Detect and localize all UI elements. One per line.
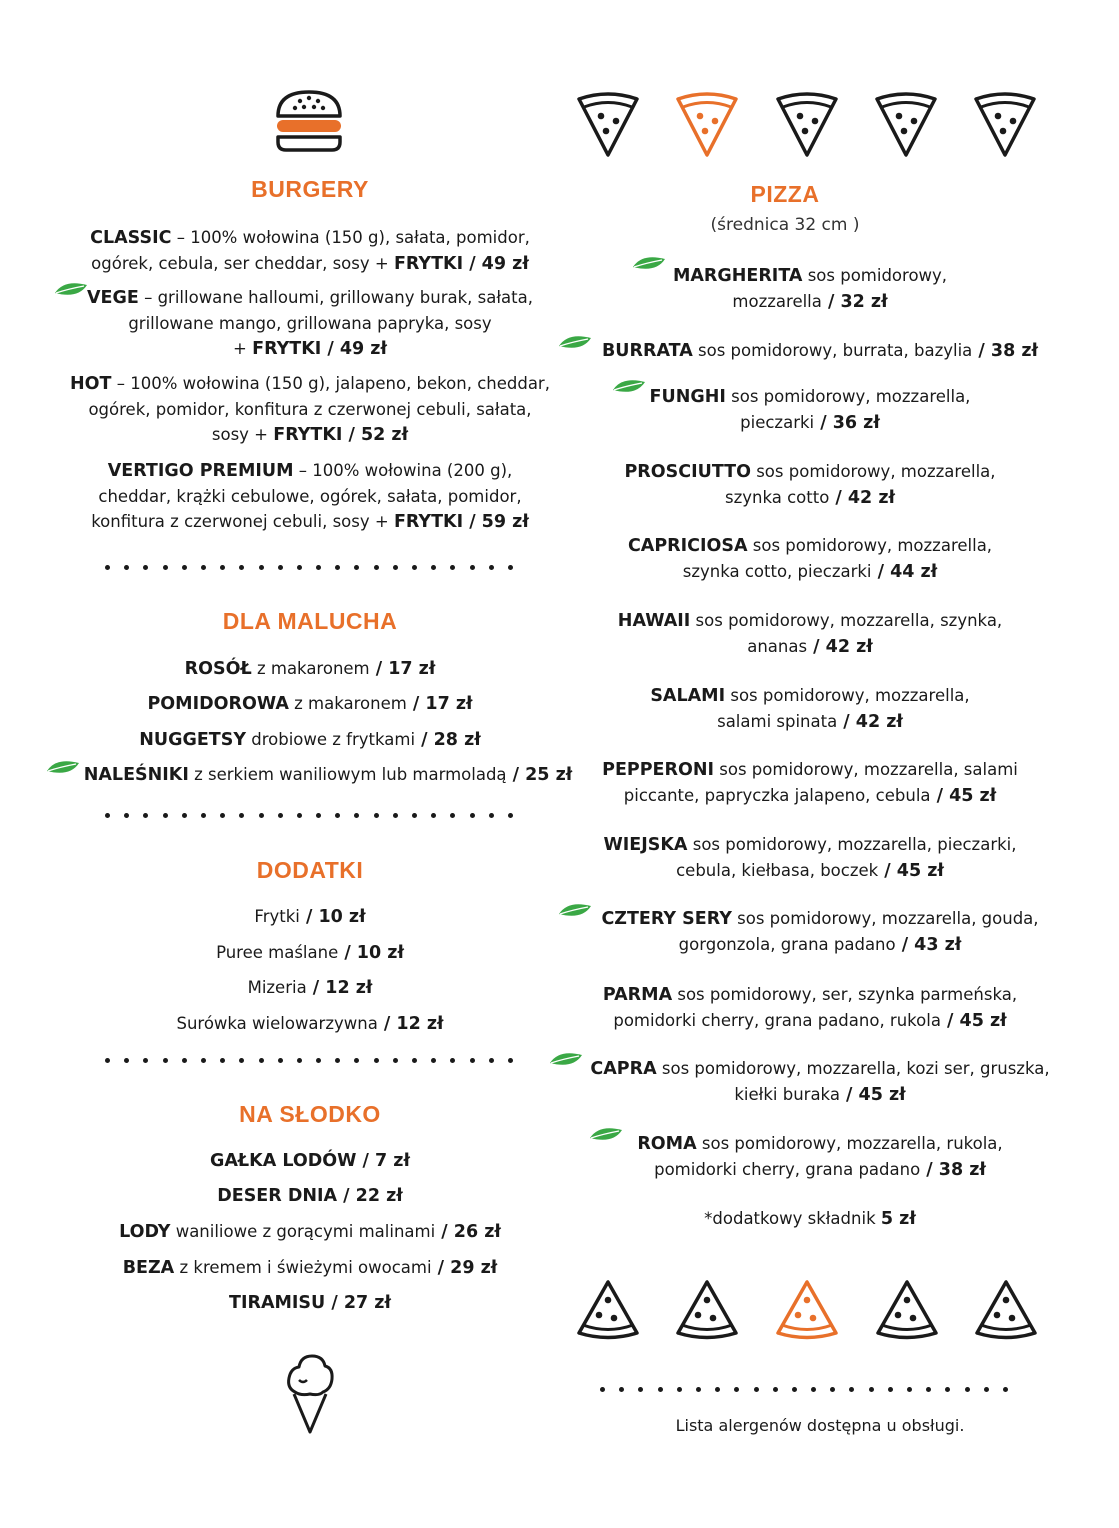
pizza-item-roma (575, 1131, 1065, 1183)
burgery-heading: BURGERY (251, 176, 369, 202)
pizza-wedge-icon (874, 1278, 940, 1344)
item-desc: z kremem i świeżymi owocami (174, 1258, 432, 1277)
note-price: 5 zł (880, 1209, 916, 1229)
pizza-item-salami (555, 683, 1065, 735)
item-desc: – 100% wołowina (200 g), (293, 461, 513, 480)
item-desc: ogórek, cebula, ser cheddar, sosy + (91, 254, 394, 273)
menu-item-lody (40, 1219, 580, 1245)
item-name: FUNGHI (649, 387, 726, 407)
item-name: VERTIGO PREMIUM (107, 461, 294, 481)
item-price: / 10 zł (299, 907, 366, 927)
item-name: LODY (119, 1222, 171, 1242)
item-desc: pomidorki cherry, grana padano, rukola (613, 1011, 941, 1030)
pizza-wedge-icon (973, 1278, 1039, 1344)
item-price: / 10 zł (338, 943, 404, 963)
item-price: / 45 zł (878, 861, 944, 881)
menu-item-rosol (40, 656, 580, 682)
item-name: CAPRICIOSA (627, 536, 748, 556)
item-name: BURRATA (601, 341, 693, 361)
item-price: / 43 zł (895, 935, 962, 955)
item-desc: gorgonzola, grana padano (678, 935, 896, 954)
item-name: WIEJSKA (603, 835, 688, 855)
item-extra: FRYTKI (393, 512, 464, 532)
item-desc: sos pomidorowy, mozzarella, (725, 686, 970, 705)
pizza-subtitle: (średnica 32 cm ) (710, 215, 860, 235)
item-desc: piccante, papryczka jalapeno, cebula (623, 786, 931, 805)
dotted-divider (105, 1058, 513, 1063)
pizza-item-wiejska (555, 832, 1065, 884)
menu-item-tiramisu (40, 1290, 580, 1316)
na-slodko-heading: NA SŁODKO (239, 1101, 381, 1127)
menu-item-classic (40, 225, 580, 277)
item-price: / 42 zł (837, 712, 903, 732)
item-name: HAWAII (617, 611, 691, 631)
ice-cream-icon (285, 1352, 335, 1436)
item-desc: z makaronem (288, 694, 407, 713)
item-name: VEGE (87, 288, 139, 308)
item-desc: waniliowe z gorącymi malinami (170, 1222, 436, 1241)
item-desc: sos pomidorowy, ser, szynka parmeńska, (672, 985, 1018, 1004)
item-desc: sos pomidorowy, mozzarella, szynka, (690, 611, 1003, 630)
pizza-slice-icon (675, 91, 739, 159)
item-desc: + (233, 339, 253, 358)
item-name: PROSCIUTTO (624, 462, 751, 482)
item-name: TIRAMISU (229, 1293, 326, 1313)
menu-item-frytki (40, 904, 580, 930)
menu-item-nalesniki (76, 762, 580, 788)
item-price: / 49 zł (463, 254, 529, 274)
item-price: / 42 zł (829, 488, 895, 508)
item-price: / 29 zł (431, 1258, 498, 1278)
item-extra: FRYTKI (252, 339, 322, 359)
item-price: / 7 zł (356, 1151, 410, 1171)
item-price: / 12 zł (377, 1014, 444, 1034)
menu-item-hot (40, 371, 580, 448)
item-price: / 17 zł (369, 659, 436, 679)
pizza-item-margherita (555, 263, 1065, 315)
menu-item-vege (40, 285, 580, 362)
extra-ingredient-note (555, 1206, 1065, 1232)
item-desc: Surówka wielowarzywna (176, 1014, 378, 1033)
item-extra: FRYTKI (273, 425, 343, 445)
pizza-wedge-icon (774, 1278, 840, 1344)
item-desc: sos pomidorowy, mozzarella, rukola, (696, 1134, 1003, 1153)
item-desc: ogórek, pomidor, konfitura z czerwonej cebuli, sałata, (88, 400, 532, 419)
item-price: / 52 zł (342, 425, 409, 445)
item-name: SALAMI (650, 686, 726, 706)
item-name: CLASSIC (90, 228, 172, 248)
item-desc: mozzarella (732, 292, 822, 311)
pizza-item-hawaii (555, 608, 1065, 660)
item-desc: sos pomidorowy, mozzarella, pieczarki, (687, 835, 1017, 854)
item-name: POMIDOROWA (147, 694, 289, 714)
item-desc: kiełki buraka (734, 1085, 840, 1104)
item-name: DESER DNIA (217, 1186, 338, 1206)
pizza-item-prosciutto (555, 459, 1065, 511)
item-desc: Puree maślane (216, 943, 339, 962)
pizza-slice-icon (576, 91, 640, 159)
menu-item-pomidorowa (40, 691, 580, 717)
pizza-slice-icon (874, 91, 938, 159)
item-price: / 49 zł (321, 339, 387, 359)
item-desc: sos pomidorowy, mozzarella, (725, 387, 971, 406)
pizza-slice-icon (973, 91, 1037, 159)
item-name: NALEŚNIKI (83, 765, 189, 785)
item-desc: z serkiem waniliowym lub marmoladą (188, 765, 507, 784)
menu-item-puree (40, 940, 580, 966)
item-price: / 38 zł (972, 341, 1039, 361)
pizza-heading: PIZZA (750, 181, 820, 207)
item-desc: grillowane mango, grillowana papryka, sosy (128, 314, 492, 333)
item-desc: pomidorki cherry, grana padano (654, 1160, 921, 1179)
menu-item-galka-lodow (40, 1148, 580, 1174)
dotted-divider (600, 1387, 1008, 1392)
item-name: ROMA (637, 1134, 697, 1154)
item-name: GAŁKA LODÓW (210, 1151, 357, 1171)
item-name: CAPRA (590, 1059, 657, 1079)
item-desc: drobiowe z frytkami (246, 730, 416, 749)
item-desc: Mizeria (247, 978, 307, 997)
pizza-item-funghi (555, 384, 1065, 436)
item-desc: sos pomidorowy, mozzarella, gouda, (731, 909, 1039, 928)
item-price: / 28 zł (415, 730, 481, 750)
menu-item-surowka (40, 1011, 580, 1037)
item-desc: z makaronem (251, 659, 370, 678)
item-price: / 38 zł (920, 1160, 986, 1180)
item-name: BEZA (122, 1258, 175, 1278)
menu-item-nuggetsy (40, 727, 580, 753)
dotted-divider (105, 565, 513, 570)
note-text: *dodatkowy składnik (704, 1209, 881, 1228)
item-name: PARMA (602, 985, 673, 1005)
item-price: / 36 zł (814, 413, 880, 433)
dodatki-heading: DODATKI (256, 857, 364, 883)
menu-item-beza (40, 1255, 580, 1281)
item-price: / 17 zł (406, 694, 473, 714)
burger-icon (274, 88, 344, 154)
pizza-item-parma (555, 982, 1065, 1034)
item-price: / 25 zł (506, 765, 573, 785)
item-desc: Frytki (254, 907, 300, 926)
item-desc: sos pomidorowy, burrata, bazylia (692, 341, 973, 360)
item-desc: sos pomidorowy, mozzarella, salami (714, 760, 1018, 779)
item-price: / 42 zł (807, 637, 873, 657)
item-price: / 45 zł (839, 1085, 906, 1105)
menu-item-deser-dnia (40, 1183, 580, 1209)
item-desc: – 100% wołowina (150 g), sałata, pomidor, (171, 228, 530, 247)
item-desc: ananas (747, 637, 808, 656)
menu-item-vertigo-premium (40, 458, 580, 535)
pizza-wedge-icon (674, 1278, 740, 1344)
item-name: NUGGETSY (139, 730, 246, 750)
item-price: / 44 zł (871, 562, 938, 582)
dotted-divider (105, 813, 513, 818)
item-name: CZTERY SERY (601, 909, 732, 929)
item-extra: FRYTKI (393, 254, 464, 274)
item-desc: sos pomidorowy, mozzarella, (747, 536, 993, 555)
item-price: / 59 zł (463, 512, 529, 532)
pizza-item-pepperoni (555, 757, 1065, 809)
item-name: ROSÓŁ (184, 659, 252, 679)
item-desc: sos pomidorowy, mozzarella, (750, 462, 996, 481)
item-desc: szynka cotto (724, 488, 830, 507)
item-desc: – 100% wołowina (150 g), jalapeno, bekon, cheddar, (111, 374, 550, 393)
leaf-icon (46, 759, 80, 777)
item-desc: cebula, kiełbasa, boczek (676, 861, 879, 880)
item-name: HOT (70, 374, 112, 394)
item-price: / 32 zł (821, 292, 888, 312)
item-desc: cheddar, krążki cebulowe, ogórek, sałata, pomidor, (98, 487, 522, 506)
item-desc: sosy + (211, 425, 274, 444)
item-price: / 45 zł (940, 1011, 1007, 1031)
item-desc: salami spinata (717, 712, 838, 731)
menu-item-mizeria (40, 975, 580, 1001)
item-price: / 12 zł (306, 978, 373, 998)
pizza-slice-icon (775, 91, 839, 159)
pizza-item-capriciosa (555, 533, 1065, 585)
item-desc: sos pomidorowy, (802, 266, 948, 285)
dla-malucha-heading: DLA MALUCHA (222, 608, 398, 634)
item-name: MARGHERITA (672, 266, 803, 286)
allergens-note: Lista alergenów dostępna u obsługi. (675, 1416, 965, 1435)
pizza-item-capra (575, 1056, 1065, 1108)
item-price: / 45 zł (930, 786, 997, 806)
item-desc: – grillowane halloumi, grillowany burak, sałata, (138, 288, 533, 307)
pizza-wedge-icon (575, 1278, 641, 1344)
pizza-item-cztery-sery (575, 906, 1065, 958)
item-desc: szynka cotto, pieczarki (682, 562, 872, 581)
item-desc: sos pomidorowy, mozzarella, kozi ser, gruszka, (656, 1059, 1050, 1078)
item-name: PEPPERONI (602, 760, 715, 780)
item-desc: pieczarki (740, 413, 815, 432)
item-price: / 22 zł (337, 1186, 403, 1206)
item-price: / 27 zł (325, 1293, 391, 1313)
item-price: / 26 zł (435, 1222, 501, 1242)
pizza-item-burrata (575, 338, 1065, 364)
item-desc: konfitura z czerwonej cebuli, sosy + (91, 512, 394, 531)
